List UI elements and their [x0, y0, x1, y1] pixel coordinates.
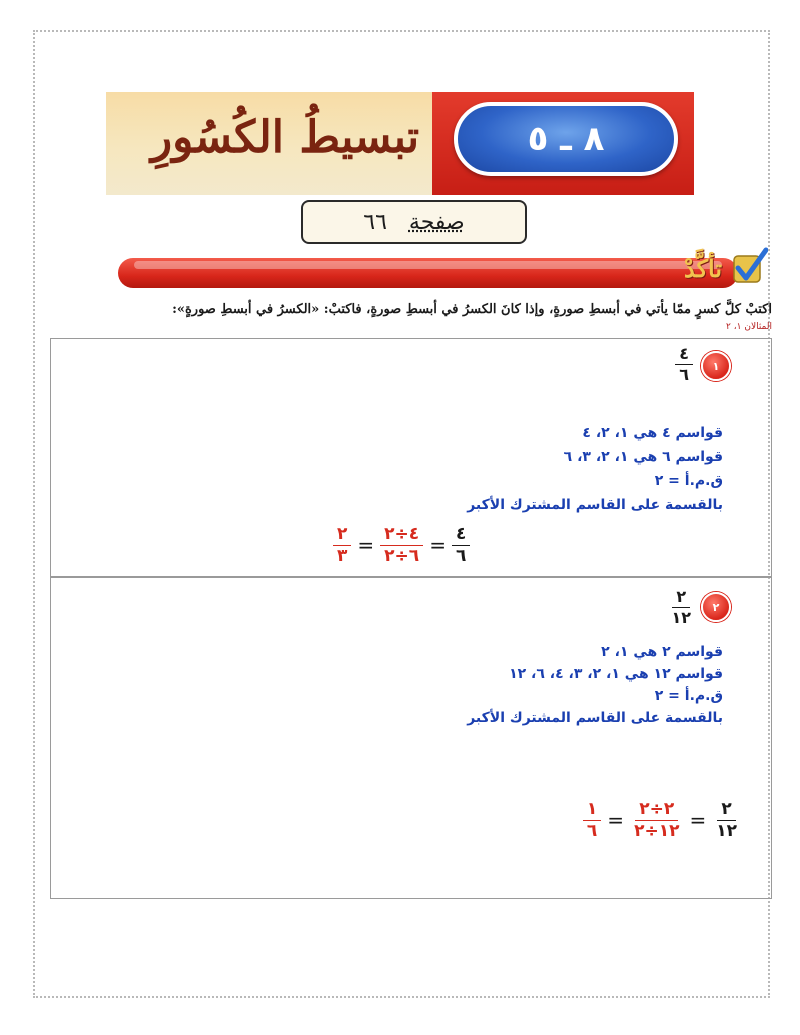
equals-sign: =	[429, 533, 446, 558]
solution-line: قواسم ١٢ هي ١، ٢، ٣، ٤، ٦، ١٢	[509, 666, 723, 682]
solution-line: بالقسمة على القاسم المشترك الأكبر	[467, 497, 723, 513]
fraction-denominator: ٦	[679, 364, 689, 384]
problem-2-box	[50, 577, 772, 899]
simplification-equation	[583, 800, 741, 840]
result-denominator: ٦	[586, 820, 598, 841]
result-fraction	[333, 525, 351, 565]
division-numerator: ٢÷٢	[635, 800, 678, 821]
result-numerator: ٢	[333, 525, 351, 546]
problem-number: ١	[712, 359, 720, 373]
result-denominator: ٣	[337, 545, 348, 566]
division-denominator: ١٢÷٢	[634, 820, 680, 841]
solution-line: قواسم ٢ هي ١، ٢	[601, 644, 723, 660]
original-fraction	[712, 800, 741, 840]
original-numerator: ٢	[717, 800, 735, 821]
fraction-denominator: ١٢	[671, 607, 691, 627]
lesson-title: تبسيطُ الكُسُورِ	[150, 112, 420, 163]
division-fraction	[380, 525, 423, 565]
fraction-numerator: ٤	[675, 345, 693, 365]
equals-sign: =	[357, 533, 375, 558]
division-fraction	[630, 800, 683, 840]
original-denominator: ٦	[455, 545, 467, 566]
solution-line: ق.م.أ = ٢	[654, 688, 723, 704]
solution-line: قواسم ٦ هي ١، ٢، ٣، ٦	[563, 449, 723, 465]
problem-fraction	[675, 345, 693, 383]
result-numerator: ١	[583, 800, 601, 821]
problem-number-badge	[701, 592, 731, 622]
solution-line: ق.م.أ = ٢	[654, 473, 723, 489]
lesson-number: ٨ ـ ٥	[527, 119, 605, 159]
solution-line: قواسم ٤ هي ١، ٢، ٤	[582, 425, 723, 441]
section-title: تأكَّدْ	[683, 254, 722, 283]
page-number: ٦٦	[363, 209, 387, 235]
problem-number: ٢	[712, 600, 720, 614]
problem-number-badge	[701, 351, 731, 381]
simplification-equation	[333, 525, 470, 565]
solution-line: بالقسمة على القاسم المشترك الأكبر	[467, 710, 723, 726]
instruction-text: اكتبْ كلَّ كسرٍ ممّا يأتي في أبسطِ صورةٍ، وإذا كانَ الكسرُ في أبسطِ صورةٍ، فاكتبْ: «الكسرُ في أبسطِ صورةٍ»:	[172, 302, 772, 317]
equals-sign: =	[607, 808, 625, 833]
equals-sign: =	[689, 808, 707, 833]
problem-fraction	[667, 588, 695, 626]
examples-reference: المثالان ١، ٢	[726, 322, 772, 332]
page-label: صفحة	[408, 209, 465, 235]
division-denominator: ٦÷٢	[384, 545, 420, 566]
original-fraction	[452, 525, 470, 565]
division-numerator: ٤÷٢	[380, 525, 423, 546]
page-reference	[301, 200, 527, 244]
original-denominator: ١٢	[716, 820, 737, 841]
checkmark-icon	[732, 246, 768, 286]
original-numerator: ٤	[452, 525, 470, 546]
lesson-number-badge	[454, 102, 678, 176]
fraction-numerator: ٢	[672, 588, 690, 608]
result-fraction	[583, 800, 601, 840]
problem-1-box	[50, 338, 772, 577]
